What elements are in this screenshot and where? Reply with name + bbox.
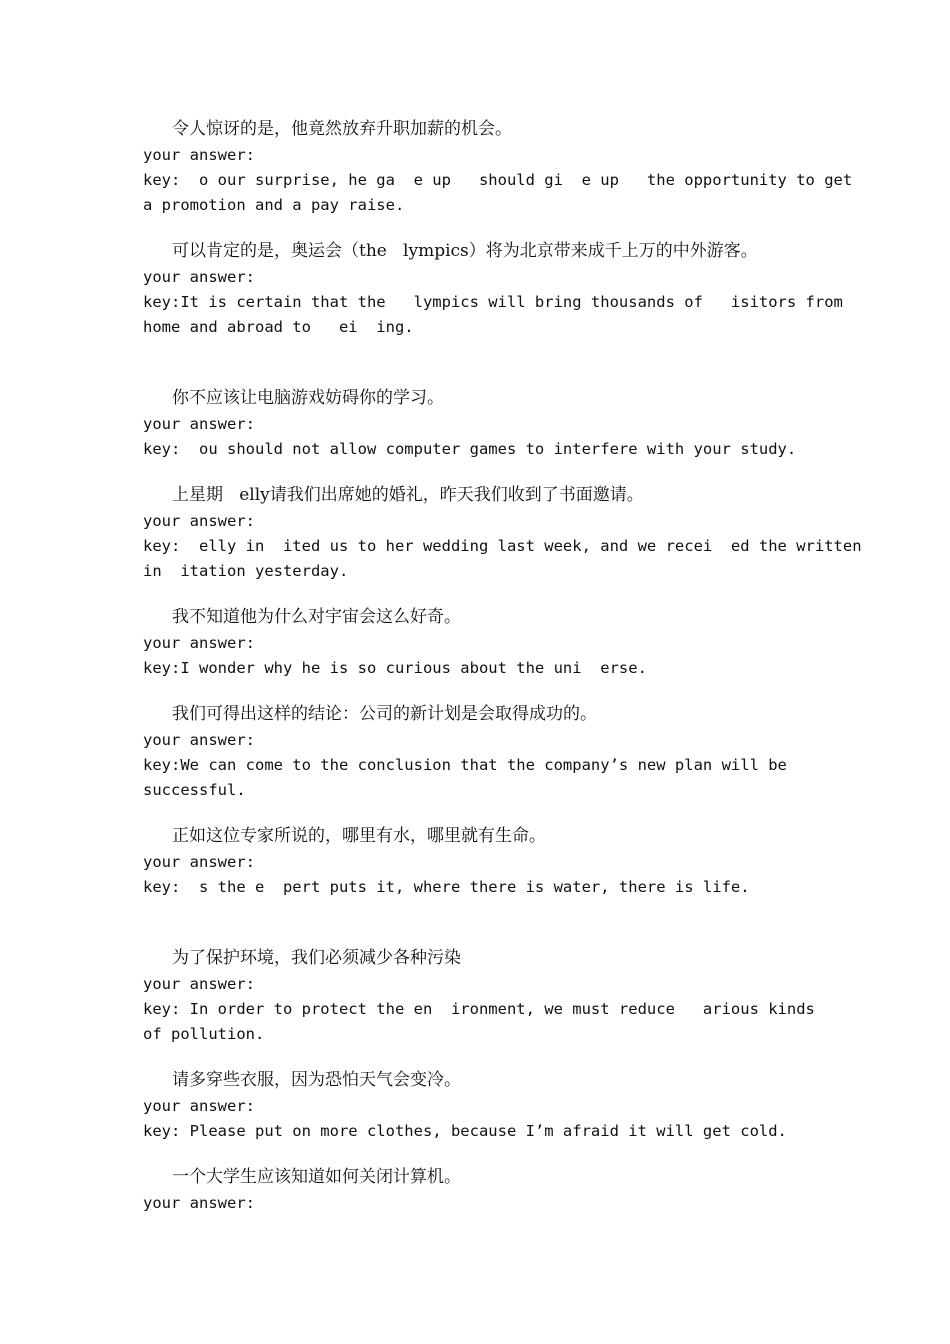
question-8-key-line-1: key: In order to protect the en ironment, we must reduce arious kinds bbox=[143, 1000, 815, 1018]
question-6-answer-label: your answer: bbox=[143, 731, 255, 749]
question-9-answer-label: your answer: bbox=[143, 1097, 255, 1115]
question-10-answer-label: your answer: bbox=[143, 1194, 255, 1212]
question-8-answer-label: your answer: bbox=[143, 975, 255, 993]
question-2-answer-label: your answer: bbox=[143, 268, 255, 286]
question-5-key-line-1: key:I wonder why he is so curious about the uni erse. bbox=[143, 659, 647, 677]
question-4-answer-label: your answer: bbox=[143, 512, 255, 530]
question-3-key-line-1: key: ou should not allow computer games to interfere with your study. bbox=[143, 440, 797, 458]
question-7-key-line-1: key: s the e pert puts it, where there is water, there is life. bbox=[143, 878, 750, 896]
question-4-key-line-1: key: elly in ited us to her wedding last week, and we recei ed the written bbox=[143, 537, 862, 555]
question-1-chinese: 令人惊讶的是，他竟然放弃升职加薪的机会。 bbox=[172, 119, 512, 139]
question-5-answer-label: your answer: bbox=[143, 634, 255, 652]
question-1-key-line-2: a promotion and a pay raise. bbox=[143, 196, 405, 214]
question-8-key-line-2: of pollution. bbox=[143, 1025, 265, 1043]
question-7-answer-label: your answer: bbox=[143, 853, 255, 871]
question-2-key-line-1: key:It is certain that the lympics will bring thousands of isitors from bbox=[143, 293, 843, 311]
question-5-chinese: 我不知道他为什么对宇宙会这么好奇。 bbox=[172, 607, 461, 627]
question-6-chinese: 我们可得出这样的结论：公司的新计划是会取得成功的。 bbox=[172, 704, 597, 724]
question-9-chinese: 请多穿些衣服，因为恐怕天气会变冷。 bbox=[172, 1070, 461, 1090]
question-4-key-line-2: in itation yesterday. bbox=[143, 562, 349, 580]
question-1-key-line-1: key: o our surprise, he ga e up should gi e up the opportunity to get bbox=[143, 171, 853, 189]
question-9-key-line-1: key: Please put on more clothes, because I’m afraid it will get cold. bbox=[143, 1122, 787, 1140]
question-6-key-line-1: key:We can come to the conclusion that the company’s new plan will be bbox=[143, 756, 787, 774]
question-4-chinese: 上星期 elly请我们出席她的婚礼，昨天我们收到了书面邀请。 bbox=[172, 485, 644, 505]
question-8-chinese: 为了保护环境，我们必须减少各种污染 bbox=[172, 948, 461, 968]
question-1-answer-label: your answer: bbox=[143, 146, 255, 164]
question-2-key-line-2: home and abroad to ei ing. bbox=[143, 318, 414, 336]
question-10-chinese: 一个大学生应该知道如何关闭计算机。 bbox=[172, 1167, 461, 1187]
question-2-chinese: 可以肯定的是，奥运会（the lympics）将为北京带来成千上万的中外游客。 bbox=[172, 241, 758, 261]
question-6-key-line-2: successful. bbox=[143, 781, 246, 799]
question-3-chinese: 你不应该让电脑游戏妨碍你的学习。 bbox=[172, 388, 444, 408]
question-7-chinese: 正如这位专家所说的，哪里有水，哪里就有生命。 bbox=[172, 826, 546, 846]
question-3-answer-label: your answer: bbox=[143, 415, 255, 433]
